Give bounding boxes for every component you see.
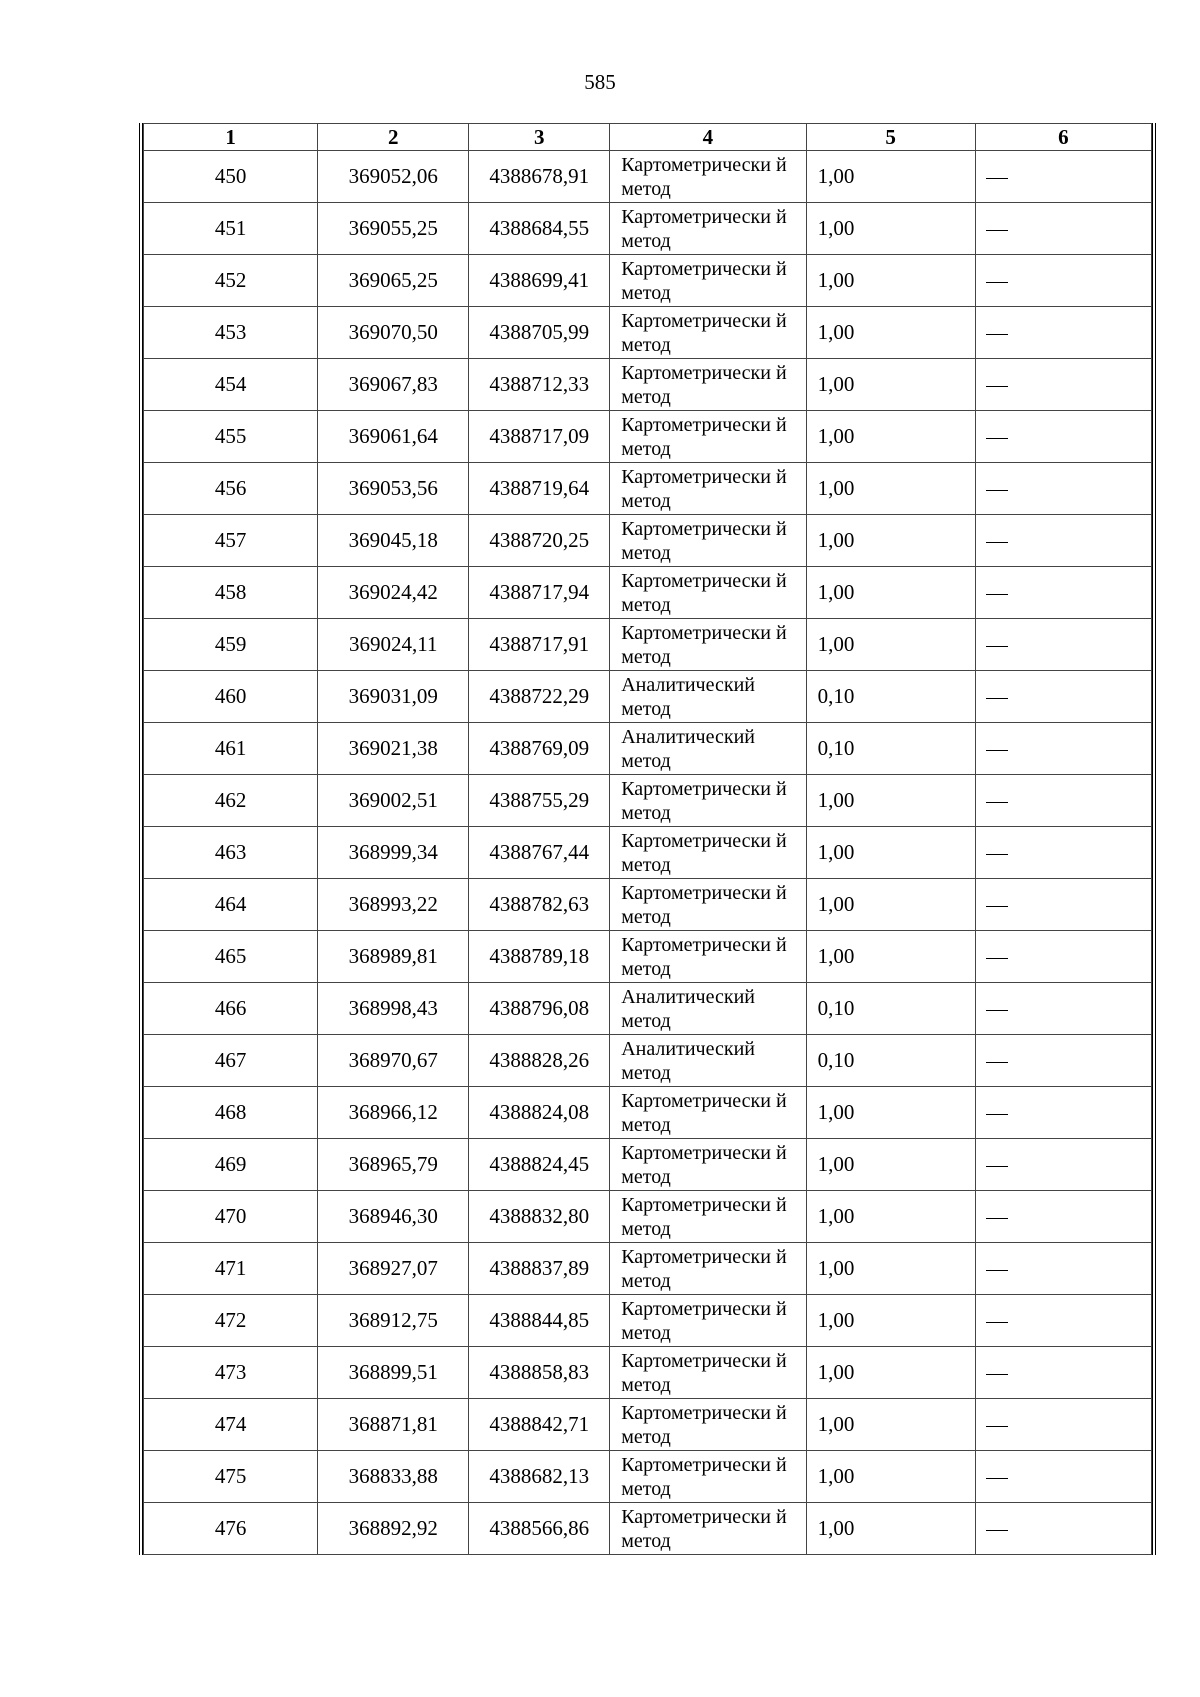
- dash-mark: [986, 646, 1008, 647]
- method-cell: Картометрически й метод: [610, 1295, 806, 1347]
- table-row: [144, 307, 1152, 359]
- x-coordinate-cell: 368912,75: [318, 1295, 469, 1347]
- method-cell: Картометрически й метод: [610, 1139, 806, 1191]
- x-coordinate-cell: 369002,51: [318, 775, 469, 827]
- method-cell: Картометрически й метод: [610, 307, 806, 359]
- note-cell: [975, 1139, 1151, 1191]
- dash-mark: [986, 906, 1008, 907]
- dash-mark: [986, 386, 1008, 387]
- x-coordinate-cell: 368899,51: [318, 1347, 469, 1399]
- table-row: [144, 1295, 1152, 1347]
- column-header: 1: [144, 124, 318, 151]
- x-coordinate-cell: 368871,81: [318, 1399, 469, 1451]
- method-cell: Картометрически й метод: [610, 879, 806, 931]
- table-row: [144, 671, 1152, 723]
- x-coordinate-cell: 369024,11: [318, 619, 469, 671]
- accuracy-cell: 1,00: [806, 1503, 975, 1555]
- method-cell: Аналитический метод: [610, 1035, 806, 1087]
- accuracy-cell: 1,00: [806, 1295, 975, 1347]
- table-row: [144, 879, 1152, 931]
- y-coordinate-cell: 4388858,83: [469, 1347, 610, 1399]
- dash-mark: [986, 958, 1008, 959]
- point-number-cell: 474: [144, 1399, 318, 1451]
- dash-mark: [986, 1530, 1008, 1531]
- y-coordinate-cell: 4388720,25: [469, 515, 610, 567]
- dash-mark: [986, 854, 1008, 855]
- y-coordinate-cell: 4388782,63: [469, 879, 610, 931]
- method-cell: Картометрически й метод: [610, 515, 806, 567]
- y-coordinate-cell: 4388717,09: [469, 411, 610, 463]
- accuracy-cell: 1,00: [806, 203, 975, 255]
- table-row: [144, 1451, 1152, 1503]
- x-coordinate-cell: 369045,18: [318, 515, 469, 567]
- note-cell: [975, 411, 1151, 463]
- accuracy-cell: 1,00: [806, 879, 975, 931]
- y-coordinate-cell: 4388832,80: [469, 1191, 610, 1243]
- table-row: [144, 359, 1152, 411]
- point-number-cell: 455: [144, 411, 318, 463]
- dash-mark: [986, 282, 1008, 283]
- x-coordinate-cell: 368965,79: [318, 1139, 469, 1191]
- y-coordinate-cell: 4388844,85: [469, 1295, 610, 1347]
- note-cell: [975, 1243, 1151, 1295]
- point-number-cell: 473: [144, 1347, 318, 1399]
- point-number-cell: 461: [144, 723, 318, 775]
- dash-mark: [986, 490, 1008, 491]
- accuracy-cell: 0,10: [806, 983, 975, 1035]
- dash-mark: [986, 230, 1008, 231]
- y-coordinate-cell: 4388842,71: [469, 1399, 610, 1451]
- point-number-cell: 466: [144, 983, 318, 1035]
- note-cell: [975, 255, 1151, 307]
- y-coordinate-cell: 4388767,44: [469, 827, 610, 879]
- column-header: 2: [318, 124, 469, 151]
- method-cell: Аналитический метод: [610, 671, 806, 723]
- note-cell: [975, 1191, 1151, 1243]
- point-number-cell: 459: [144, 619, 318, 671]
- x-coordinate-cell: 369070,50: [318, 307, 469, 359]
- note-cell: [975, 307, 1151, 359]
- dash-mark: [986, 1166, 1008, 1167]
- table-row: [144, 1035, 1152, 1087]
- coordinates-table-wrapper: [139, 123, 1156, 1555]
- y-coordinate-cell: 4388824,08: [469, 1087, 610, 1139]
- method-cell: Картометрически й метод: [610, 931, 806, 983]
- accuracy-cell: 1,00: [806, 1139, 975, 1191]
- accuracy-cell: 1,00: [806, 1243, 975, 1295]
- y-coordinate-cell: 4388769,09: [469, 723, 610, 775]
- method-cell: Картометрически й метод: [610, 1399, 806, 1451]
- point-number-cell: 472: [144, 1295, 318, 1347]
- table-row: [144, 1139, 1152, 1191]
- table-row: [144, 827, 1152, 879]
- accuracy-cell: 1,00: [806, 775, 975, 827]
- point-number-cell: 453: [144, 307, 318, 359]
- note-cell: [975, 983, 1151, 1035]
- y-coordinate-cell: 4388717,94: [469, 567, 610, 619]
- method-cell: Картометрически й метод: [610, 827, 806, 879]
- x-coordinate-cell: 368998,43: [318, 983, 469, 1035]
- point-number-cell: 458: [144, 567, 318, 619]
- accuracy-cell: 1,00: [806, 1451, 975, 1503]
- accuracy-cell: 1,00: [806, 515, 975, 567]
- dash-mark: [986, 594, 1008, 595]
- x-coordinate-cell: 368993,22: [318, 879, 469, 931]
- note-cell: [975, 879, 1151, 931]
- note-cell: [975, 1035, 1151, 1087]
- point-number-cell: 476: [144, 1503, 318, 1555]
- accuracy-cell: 1,00: [806, 411, 975, 463]
- point-number-cell: 468: [144, 1087, 318, 1139]
- method-cell: Картометрически й метод: [610, 359, 806, 411]
- y-coordinate-cell: 4388719,64: [469, 463, 610, 515]
- dash-mark: [986, 542, 1008, 543]
- accuracy-cell: 0,10: [806, 723, 975, 775]
- note-cell: [975, 931, 1151, 983]
- table-row: [144, 1399, 1152, 1451]
- table-row: [144, 151, 1152, 203]
- x-coordinate-cell: 368999,34: [318, 827, 469, 879]
- table-row: [144, 515, 1152, 567]
- note-cell: [975, 1451, 1151, 1503]
- table-row: [144, 931, 1152, 983]
- accuracy-cell: 1,00: [806, 151, 975, 203]
- dash-mark: [986, 1114, 1008, 1115]
- accuracy-cell: 1,00: [806, 1191, 975, 1243]
- method-cell: Картометрически й метод: [610, 1451, 806, 1503]
- x-coordinate-cell: 369055,25: [318, 203, 469, 255]
- method-cell: Аналитический метод: [610, 723, 806, 775]
- note-cell: [975, 1087, 1151, 1139]
- coordinates-table: [143, 123, 1152, 1555]
- method-cell: Аналитический метод: [610, 983, 806, 1035]
- point-number-cell: 467: [144, 1035, 318, 1087]
- x-coordinate-cell: 368927,07: [318, 1243, 469, 1295]
- x-coordinate-cell: 369031,09: [318, 671, 469, 723]
- note-cell: [975, 151, 1151, 203]
- x-coordinate-cell: 368946,30: [318, 1191, 469, 1243]
- table-row: [144, 983, 1152, 1035]
- dash-mark: [986, 1478, 1008, 1479]
- x-coordinate-cell: 369052,06: [318, 151, 469, 203]
- y-coordinate-cell: 4388717,91: [469, 619, 610, 671]
- point-number-cell: 471: [144, 1243, 318, 1295]
- table-row: [144, 619, 1152, 671]
- x-coordinate-cell: 369053,56: [318, 463, 469, 515]
- point-number-cell: 462: [144, 775, 318, 827]
- table-row: [144, 1087, 1152, 1139]
- table-row: [144, 255, 1152, 307]
- method-cell: Картометрически й метод: [610, 1503, 806, 1555]
- point-number-cell: 475: [144, 1451, 318, 1503]
- dash-mark: [986, 1010, 1008, 1011]
- method-cell: Картометрически й метод: [610, 1087, 806, 1139]
- dash-mark: [986, 178, 1008, 179]
- method-cell: Картометрически й метод: [610, 151, 806, 203]
- y-coordinate-cell: 4388824,45: [469, 1139, 610, 1191]
- point-number-cell: 469: [144, 1139, 318, 1191]
- dash-mark: [986, 802, 1008, 803]
- x-coordinate-cell: 368989,81: [318, 931, 469, 983]
- y-coordinate-cell: 4388705,99: [469, 307, 610, 359]
- table-row: [144, 463, 1152, 515]
- dash-mark: [986, 438, 1008, 439]
- x-coordinate-cell: 369061,64: [318, 411, 469, 463]
- point-number-cell: 464: [144, 879, 318, 931]
- accuracy-cell: 1,00: [806, 567, 975, 619]
- note-cell: [975, 1399, 1151, 1451]
- accuracy-cell: 1,00: [806, 463, 975, 515]
- note-cell: [975, 723, 1151, 775]
- y-coordinate-cell: 4388722,29: [469, 671, 610, 723]
- method-cell: Картометрически й метод: [610, 203, 806, 255]
- x-coordinate-cell: 368833,88: [318, 1451, 469, 1503]
- table-header-row: [144, 124, 1152, 151]
- dash-mark: [986, 1062, 1008, 1063]
- point-number-cell: 452: [144, 255, 318, 307]
- y-coordinate-cell: 4388828,26: [469, 1035, 610, 1087]
- note-cell: [975, 671, 1151, 723]
- x-coordinate-cell: 369067,83: [318, 359, 469, 411]
- x-coordinate-cell: 368966,12: [318, 1087, 469, 1139]
- x-coordinate-cell: 369024,42: [318, 567, 469, 619]
- method-cell: Картометрически й метод: [610, 775, 806, 827]
- point-number-cell: 450: [144, 151, 318, 203]
- note-cell: [975, 1347, 1151, 1399]
- dash-mark: [986, 750, 1008, 751]
- y-coordinate-cell: 4388678,91: [469, 151, 610, 203]
- point-number-cell: 454: [144, 359, 318, 411]
- accuracy-cell: 1,00: [806, 255, 975, 307]
- table-row: [144, 723, 1152, 775]
- method-cell: Картометрически й метод: [610, 1243, 806, 1295]
- method-cell: Картометрически й метод: [610, 1191, 806, 1243]
- column-header: 5: [806, 124, 975, 151]
- table-row: [144, 203, 1152, 255]
- method-cell: Картометрически й метод: [610, 619, 806, 671]
- table-row: [144, 567, 1152, 619]
- note-cell: [975, 359, 1151, 411]
- table-row: [144, 1191, 1152, 1243]
- table-body: [144, 151, 1152, 1555]
- table-row: [144, 775, 1152, 827]
- accuracy-cell: 1,00: [806, 1347, 975, 1399]
- accuracy-cell: 1,00: [806, 307, 975, 359]
- point-number-cell: 451: [144, 203, 318, 255]
- y-coordinate-cell: 4388755,29: [469, 775, 610, 827]
- note-cell: [975, 1503, 1151, 1555]
- note-cell: [975, 619, 1151, 671]
- dash-mark: [986, 1374, 1008, 1375]
- point-number-cell: 457: [144, 515, 318, 567]
- y-coordinate-cell: 4388789,18: [469, 931, 610, 983]
- table-row: [144, 411, 1152, 463]
- note-cell: [975, 1295, 1151, 1347]
- note-cell: [975, 827, 1151, 879]
- y-coordinate-cell: 4388699,41: [469, 255, 610, 307]
- y-coordinate-cell: 4388796,08: [469, 983, 610, 1035]
- accuracy-cell: 1,00: [806, 359, 975, 411]
- x-coordinate-cell: 368970,67: [318, 1035, 469, 1087]
- point-number-cell: 470: [144, 1191, 318, 1243]
- note-cell: [975, 515, 1151, 567]
- accuracy-cell: 0,10: [806, 1035, 975, 1087]
- note-cell: [975, 463, 1151, 515]
- y-coordinate-cell: 4388712,33: [469, 359, 610, 411]
- y-coordinate-cell: 4388837,89: [469, 1243, 610, 1295]
- method-cell: Картометрически й метод: [610, 1347, 806, 1399]
- accuracy-cell: 1,00: [806, 1087, 975, 1139]
- dash-mark: [986, 334, 1008, 335]
- method-cell: Картометрически й метод: [610, 567, 806, 619]
- x-coordinate-cell: 368892,92: [318, 1503, 469, 1555]
- table-row: [144, 1503, 1152, 1555]
- point-number-cell: 465: [144, 931, 318, 983]
- y-coordinate-cell: 4388682,13: [469, 1451, 610, 1503]
- point-number-cell: 463: [144, 827, 318, 879]
- y-coordinate-cell: 4388566,86: [469, 1503, 610, 1555]
- y-coordinate-cell: 4388684,55: [469, 203, 610, 255]
- accuracy-cell: 1,00: [806, 1399, 975, 1451]
- method-cell: Картометрически й метод: [610, 255, 806, 307]
- dash-mark: [986, 1426, 1008, 1427]
- accuracy-cell: 0,10: [806, 671, 975, 723]
- point-number-cell: 460: [144, 671, 318, 723]
- accuracy-cell: 1,00: [806, 931, 975, 983]
- x-coordinate-cell: 369021,38: [318, 723, 469, 775]
- note-cell: [975, 203, 1151, 255]
- dash-mark: [986, 1218, 1008, 1219]
- method-cell: Картометрически й метод: [610, 463, 806, 515]
- table-row: [144, 1243, 1152, 1295]
- accuracy-cell: 1,00: [806, 827, 975, 879]
- point-number-cell: 456: [144, 463, 318, 515]
- column-header: 6: [975, 124, 1151, 151]
- page-number: 585: [584, 70, 616, 94]
- accuracy-cell: 1,00: [806, 619, 975, 671]
- dash-mark: [986, 698, 1008, 699]
- note-cell: [975, 567, 1151, 619]
- dash-mark: [986, 1322, 1008, 1323]
- x-coordinate-cell: 369065,25: [318, 255, 469, 307]
- column-header: 3: [469, 124, 610, 151]
- dash-mark: [986, 1270, 1008, 1271]
- table-row: [144, 1347, 1152, 1399]
- column-header: 4: [610, 124, 806, 151]
- method-cell: Картометрически й метод: [610, 411, 806, 463]
- note-cell: [975, 775, 1151, 827]
